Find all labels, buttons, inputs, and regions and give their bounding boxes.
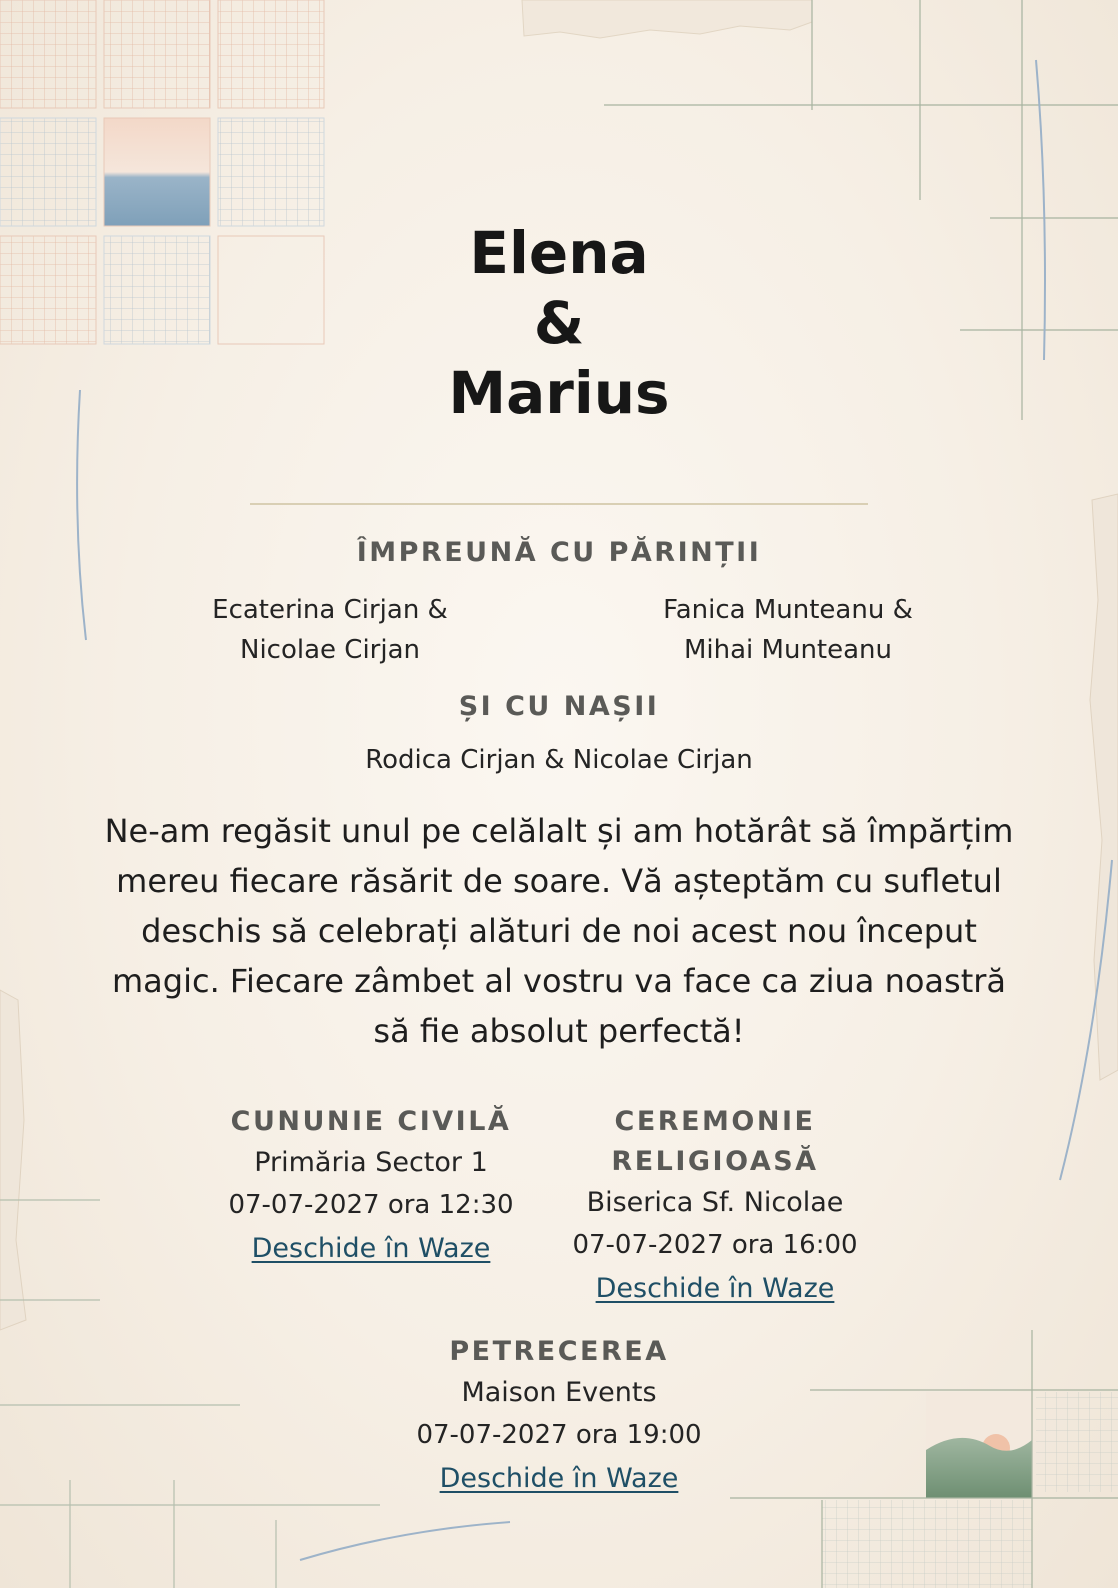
invitation-message: Ne-am regăsit unul pe celălalt și am hotărât să împărțim mereu fiecare răsărit de soare. Vă așteptăm cu sufletul deschis să celebrați alături de noi acest nou început magic. Fiecare zâmbet al vostru va face ca ziua noastră să fie absolut perfectă! (104, 812, 1014, 1050)
ampersand: & (533, 289, 585, 357)
parents-title: ÎMPREUNĂ CU PĂRINȚII (356, 537, 762, 568)
event-religious-title-line2: RELIGIOASĂ (611, 1146, 819, 1177)
event-party (394, 1332, 724, 1502)
event-civil (206, 1102, 536, 1272)
event-religious-datetime: 07-07-2027 ora 16:00 (572, 1230, 858, 1260)
event-party-datetime: 07-07-2027 ora 19:00 (416, 1420, 702, 1450)
godparents-title: ȘI CU NAȘII (458, 691, 660, 722)
groom-parents (628, 590, 948, 670)
event-party-waze-link[interactable]: Deschide în Waze (439, 1463, 679, 1494)
divider-line (250, 503, 868, 505)
event-civil-title: CUNUNIE CIVILĂ (230, 1106, 512, 1137)
event-civil-datetime: 07-07-2027 ora 12:30 (228, 1190, 514, 1220)
groom-parents-line2: Mihai Munteanu (683, 635, 893, 665)
godparents-names: Rodica Cirjan & Nicolae Cirjan (365, 745, 753, 775)
bride-name: Elena (469, 219, 649, 287)
couple-names (0, 218, 1118, 428)
event-religious-location: Biserica Sf. Nicolae (586, 1187, 844, 1218)
event-civil-waze-link[interactable]: Deschide în Waze (251, 1233, 491, 1264)
event-religious-title-line1: CEREMONIE (614, 1106, 816, 1137)
event-party-title: PETRECEREA (449, 1336, 669, 1367)
event-civil-location: Primăria Sector 1 (254, 1147, 488, 1178)
event-religious-waze-link[interactable]: Deschide în Waze (595, 1273, 835, 1304)
groom-name: Marius (448, 359, 670, 427)
bride-parents-line2: Nicolae Cirjan (240, 635, 420, 665)
event-religious (550, 1102, 880, 1312)
event-party-location: Maison Events (461, 1377, 657, 1408)
bride-parents-line1: Ecaterina Cirjan & (212, 595, 448, 625)
groom-parents-line1: Fanica Munteanu & (663, 595, 913, 625)
bride-parents (170, 590, 490, 670)
